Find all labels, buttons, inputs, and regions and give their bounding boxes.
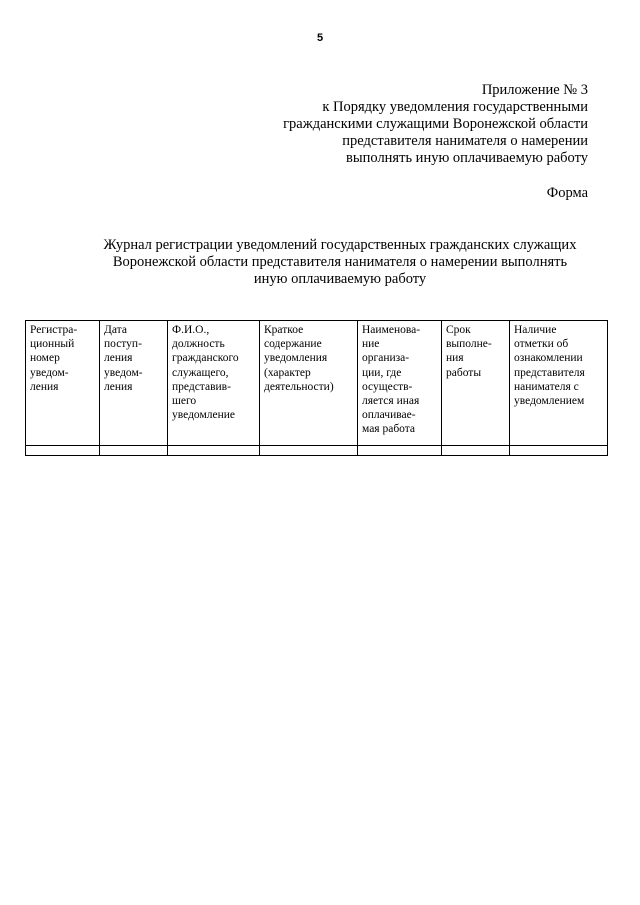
header-text: Краткое содержание уведомления (характер деятельности) — [264, 324, 334, 393]
appendix-line: выполнять иную оплачиваемую работу — [346, 150, 588, 166]
header-text: Регистра- ционный номер уведом- ления — [30, 324, 78, 393]
appendix-line: представителя нанимателя о намерении — [342, 133, 588, 149]
form-label: Форма — [546, 185, 588, 201]
header-text: Ф.И.О., должность гражданского служащего, представив- шего уведомление — [172, 324, 239, 422]
journal-title-line: иную оплачиваемую работу — [253, 271, 427, 287]
header-cell-registration-number — [26, 321, 100, 446]
header-text: Наименова- ние организа- ции, где осуществ- ляется иная оплачивае- мая работа — [362, 324, 421, 436]
appendix-line: Приложение № 3 — [481, 82, 588, 98]
table-row — [26, 446, 608, 456]
appendix-line: гражданскими служащими Воронежской области — [283, 116, 588, 132]
journal-title — [60, 237, 620, 288]
header-text: Наличие отметки об ознакомлении представителя нанимателя с уведомлением — [514, 324, 585, 408]
table-cell — [510, 446, 608, 456]
header-cell-date-received — [100, 321, 168, 446]
header-cell-employee-name — [168, 321, 260, 446]
header-cell-acknowledgement — [510, 321, 608, 446]
header-cell-organization — [358, 321, 442, 446]
header-cell-work-period — [442, 321, 510, 446]
appendix-header — [228, 82, 588, 167]
table-cell — [358, 446, 442, 456]
table-cell — [26, 446, 100, 456]
table-cell — [442, 446, 510, 456]
registration-journal-table — [25, 320, 608, 456]
journal-title-line: Воронежской области представителя нанимателя о намерении выполнять — [112, 254, 568, 270]
header-cell-summary — [260, 321, 358, 446]
table-cell — [168, 446, 260, 456]
table-header-row — [26, 321, 608, 446]
appendix-line: к Порядку уведомления государственными — [322, 99, 588, 115]
table-cell — [260, 446, 358, 456]
table-cell — [100, 446, 168, 456]
journal-title-line: Журнал регистрации уведомлений государственных гражданских служащих — [103, 237, 577, 253]
header-text: Срок выполне- ния работы — [446, 324, 492, 379]
header-text: Дата поступ- ления уведом- ления — [104, 324, 143, 393]
page-number: 5 — [316, 32, 324, 44]
